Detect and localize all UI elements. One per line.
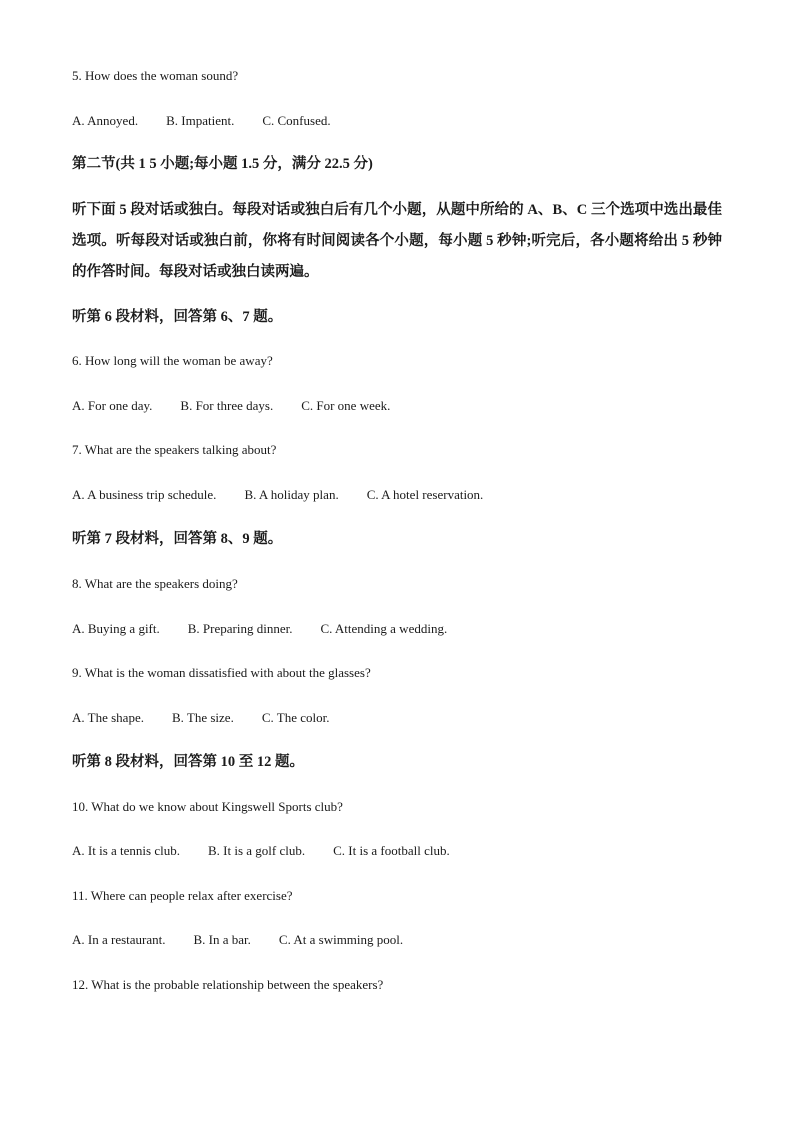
section-2-title: 第二节(共 1 5 小题;每小题 1.5 分，满分 22.5 分) <box>72 156 373 172</box>
question-6: 6. How long will the woman be away? <box>72 353 273 368</box>
material-8-heading: 听第 8 段材料，回答第 10 至 12 题。 <box>72 754 304 770</box>
question-9: 9. What is the woman dissatisfied with about the glasses? <box>72 665 371 680</box>
option-b: B. In a bar. <box>193 932 251 947</box>
section-2-instructions: 听下面 5 段对话或独白。每段对话或独白后有几个小题，从题中所给的 A、B、C 三个选项中选出最佳选项。听每段对话或独白前，你将有时间阅读各个小题，每小题 5 秒钟;听完后，各小题将给出 5 秒钟的作答时间。每段对话或独白读两遍。 <box>72 202 722 280</box>
option-b: B. For three days. <box>180 398 274 413</box>
option-c: C. A hotel reservation. <box>366 487 484 502</box>
question-9-options <box>72 710 357 726</box>
question-6-options <box>72 398 418 414</box>
question-5: 5. How does the woman sound? <box>72 68 239 83</box>
option-c: C. It is a football club. <box>333 843 450 858</box>
option-b: B. Impatient. <box>166 113 235 128</box>
material-7-heading: 听第 7 段材料，回答第 8、9 题。 <box>72 531 283 547</box>
question-10-options <box>72 843 478 859</box>
question-12: 12. What is the probable relationship between the speakers? <box>72 977 384 992</box>
question-11: 11. Where can people relax after exercise? <box>72 888 293 903</box>
question-8-options <box>72 621 475 637</box>
option-b: B. Preparing dinner. <box>187 621 293 636</box>
question-5-options <box>72 113 359 129</box>
option-c: C. Attending a wedding. <box>320 621 448 636</box>
material-6-heading: 听第 6 段材料，回答第 6、7 题。 <box>72 309 283 325</box>
question-11-options <box>72 932 431 948</box>
option-a: A. The shape. <box>72 710 144 725</box>
option-c: C. The color. <box>261 710 330 725</box>
option-a: A. For one day. <box>72 398 153 413</box>
option-a: A. In a restaurant. <box>72 932 166 947</box>
option-c: C. At a swimming pool. <box>278 932 404 947</box>
question-7: 7. What are the speakers talking about? <box>72 442 277 457</box>
option-a: A. Annoyed. <box>72 113 139 128</box>
option-c: C. Confused. <box>262 113 331 128</box>
question-8: 8. What are the speakers doing? <box>72 576 238 591</box>
option-c: C. For one week. <box>301 398 391 413</box>
option-a: A. Buying a gift. <box>72 621 160 636</box>
question-7-options <box>72 487 511 503</box>
question-10: 10. What do we know about Kingswell Sports club? <box>72 799 343 814</box>
option-b: B. A holiday plan. <box>244 487 339 502</box>
option-b: B. The size. <box>171 710 234 725</box>
option-a: A. A business trip schedule. <box>72 487 217 502</box>
option-a: A. It is a tennis club. <box>72 843 180 858</box>
option-b: B. It is a golf club. <box>207 843 306 858</box>
